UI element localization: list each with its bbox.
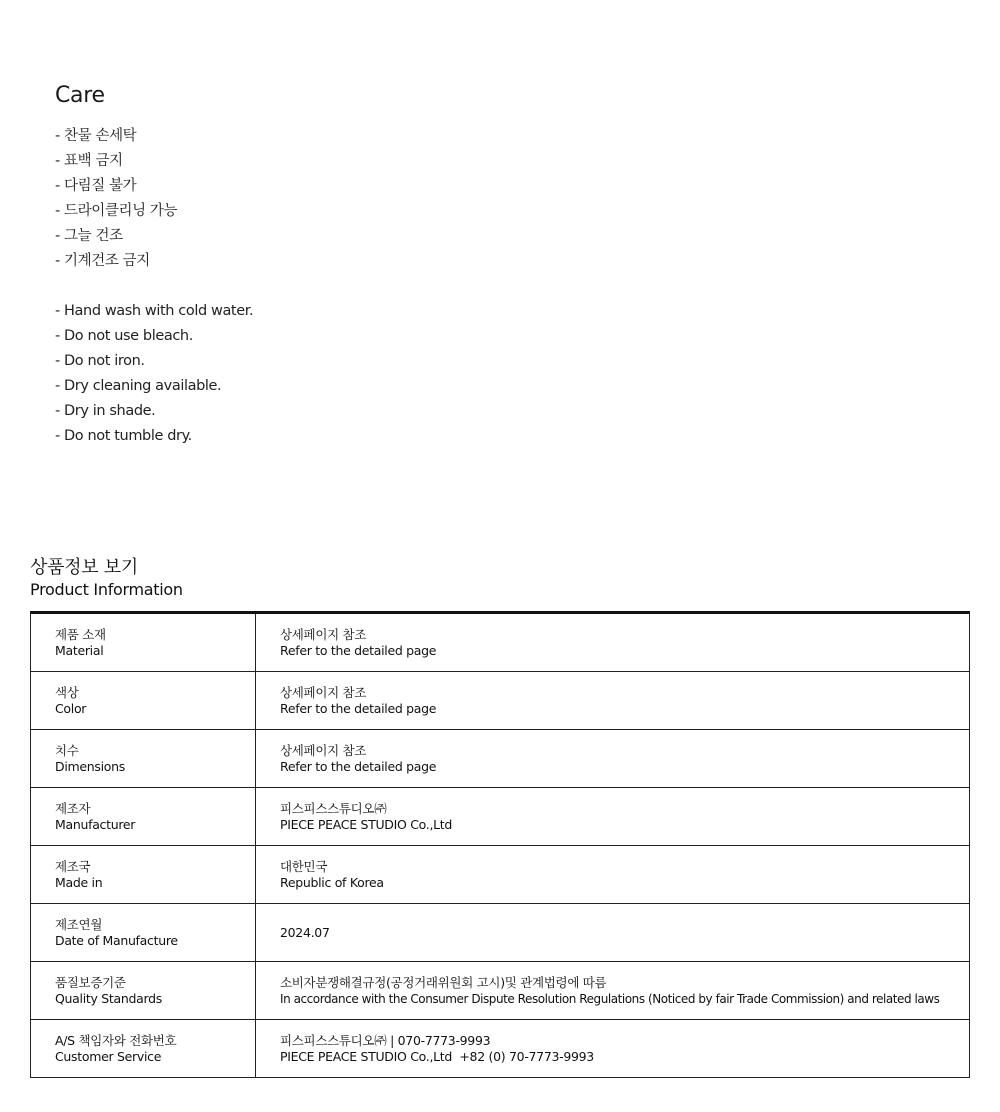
label-en: Made in — [55, 874, 103, 890]
table-row — [31, 904, 970, 962]
label-ko: 품질보증기준 — [55, 974, 126, 990]
care-title: Care — [55, 83, 105, 108]
value-en: In accordance with the Consumer Dispute Resolution Regulations (Noticed by fair Trade Commission) and related laws — [280, 991, 940, 1006]
row-label — [31, 672, 256, 730]
label-ko: A/S 책임자와 전화번호 — [55, 1032, 177, 1048]
label-en: Quality Standards — [55, 990, 162, 1006]
care-section — [55, 82, 655, 449]
row-label — [31, 613, 256, 672]
product-info-heading-en: Product Information — [30, 580, 183, 599]
row-value — [256, 788, 970, 846]
care-item: - 다림질 불가 — [55, 178, 137, 194]
label-ko: 제조연월 — [55, 916, 103, 932]
value-ko: 피스피스스튜디오㈜ — [280, 800, 387, 816]
label-en: Manufacturer — [55, 816, 136, 832]
value-ko: 소비자분쟁해결규정(공정거래위원회 고시)및 관계법령에 따름 — [280, 974, 607, 990]
value-ko: 2024.07 — [280, 924, 330, 940]
label-en: Material — [55, 642, 104, 658]
table-row — [31, 788, 970, 846]
row-label — [31, 1020, 256, 1078]
label-ko: 치수 — [55, 742, 79, 758]
label-ko: 제조국 — [55, 858, 91, 874]
care-item: - 그늘 건조 — [55, 228, 123, 244]
care-item: - Hand wash with cold water. — [55, 303, 254, 319]
row-label — [31, 904, 256, 962]
row-label — [31, 730, 256, 788]
care-item: - Do not use bleach. — [55, 328, 193, 344]
table-row — [31, 730, 970, 788]
value-ko: 피스피스스튜디오㈜ | 070-7773-9993 — [280, 1032, 491, 1048]
care-item: - 찬물 손세탁 — [55, 128, 137, 144]
row-value — [256, 730, 970, 788]
product-info-table — [30, 611, 970, 1078]
table-row — [31, 1020, 970, 1078]
care-item: - Do not iron. — [55, 353, 145, 369]
value-ko: 상세페이지 참조 — [280, 626, 367, 642]
table-row — [31, 962, 970, 1020]
value-en: PIECE PEACE STUDIO Co.,Ltd — [280, 816, 453, 832]
row-label — [31, 788, 256, 846]
care-item: - 기계건조 금지 — [55, 253, 150, 269]
value-ko: 대한민국 — [280, 858, 328, 874]
label-en: Date of Manufacture — [55, 932, 178, 948]
value-en: PIECE PEACE STUDIO Co.,Ltd +82 (0) 70-7773-9993 — [280, 1048, 594, 1064]
value-ko: 상세페이지 참조 — [280, 742, 367, 758]
label-ko: 색상 — [55, 684, 79, 700]
row-value — [256, 846, 970, 904]
value-en: Refer to the detailed page — [280, 700, 437, 716]
label-ko: 제조자 — [55, 800, 91, 816]
row-value — [256, 1020, 970, 1078]
value-en: Refer to the detailed page — [280, 758, 437, 774]
table-row — [31, 846, 970, 904]
label-en: Color — [55, 700, 87, 716]
table-row — [31, 672, 970, 730]
row-value — [256, 962, 970, 1020]
care-item: - Dry in shade. — [55, 403, 156, 419]
value-en: Republic of Korea — [280, 874, 384, 890]
label-en: Customer Service — [55, 1048, 162, 1064]
care-spacer — [55, 274, 655, 299]
care-list-ko — [55, 124, 655, 274]
value-ko: 상세페이지 참조 — [280, 684, 367, 700]
row-value — [256, 613, 970, 672]
label-en: Dimensions — [55, 758, 125, 774]
value-en: Refer to the detailed page — [280, 642, 437, 658]
table-row — [31, 613, 970, 672]
care-list-en — [55, 299, 655, 449]
row-value — [256, 672, 970, 730]
care-item: - Do not tumble dry. — [55, 428, 192, 444]
row-label — [31, 962, 256, 1020]
row-label — [31, 846, 256, 904]
product-info-heading-ko: 상품정보 보기 — [30, 557, 138, 578]
care-item: - 표백 금지 — [55, 153, 123, 169]
care-item: - 드라이클리닝 가능 — [55, 203, 178, 219]
product-info-heading — [30, 557, 183, 601]
care-item: - Dry cleaning available. — [55, 378, 222, 394]
label-ko: 제품 소재 — [55, 626, 106, 642]
row-value — [256, 904, 970, 962]
